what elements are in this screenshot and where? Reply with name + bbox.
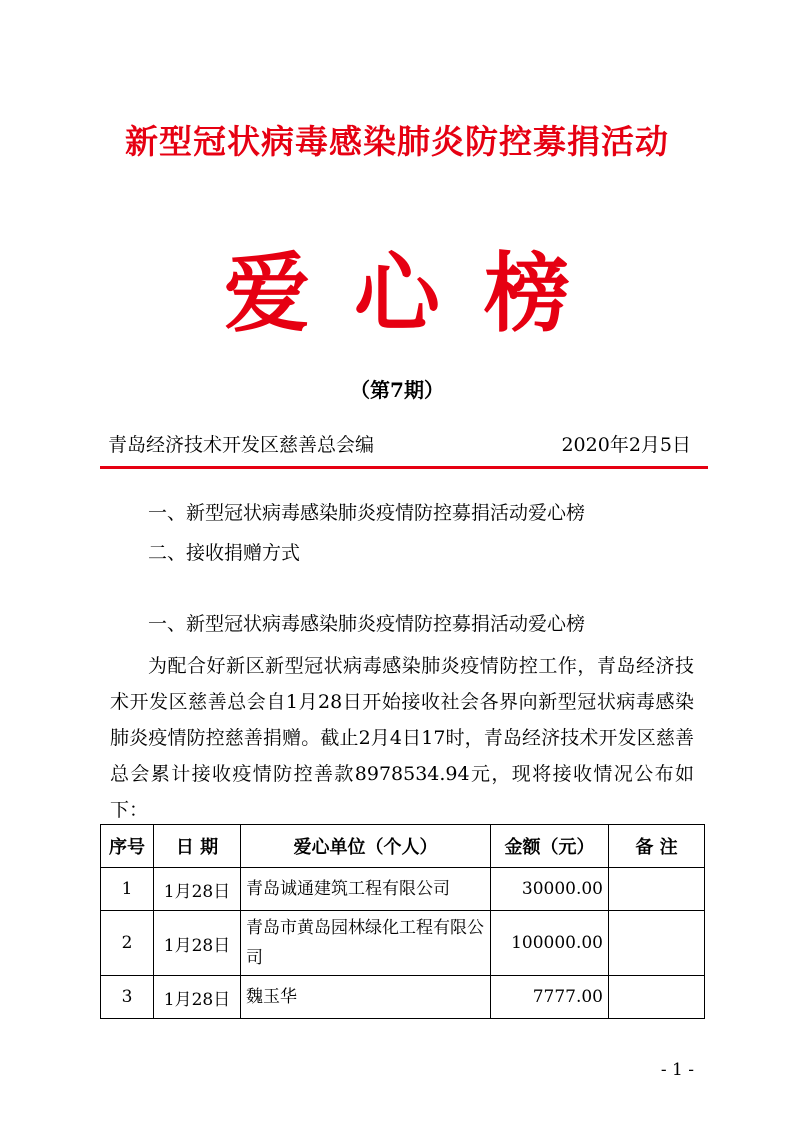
row-donor: 青岛市黄岛园林绿化工程有限公司 [241,911,491,976]
row-no: 3 [101,976,154,1019]
row-amount: 7777.00 [491,976,609,1019]
row-note [609,976,705,1019]
table-row [101,868,705,911]
row-no: 2 [101,911,154,976]
row-note [609,911,705,976]
section-heading: 一、新型冠状病毒感染肺炎疫情防控募捐活动爱心榜 [148,613,586,635]
toc-item-2: 二、接收捐赠方式 [148,542,301,564]
table-header-row [101,825,705,868]
publish-date: 2020年2月5日 [561,434,691,456]
row-amount: 100000.00 [491,911,609,976]
row-no: 1 [101,868,154,911]
header-donor: 爱心单位（个人） [241,825,491,868]
table-row [101,976,705,1019]
issue-number: （第7期） [350,378,444,402]
header-divider [100,466,708,469]
intro-paragraph: 为配合好新区新型冠状病毒感染肺炎疫情防控工作，青岛经济技术开发区慈善总会自1月28日开始接收社会各界向新型冠状病毒感染肺炎疫情防控慈善捐赠。截止2月4日17时，青岛经济技术开发区慈善总会累计接收疫情防控善款8978534.94元，现将接收情况公布如下： [110,655,694,821]
row-note [609,868,705,911]
row-date: 1月28日 [154,868,241,911]
row-amount: 30000.00 [491,868,609,911]
table-row [101,911,705,976]
publisher: 青岛经济技术开发区慈善总会编 [108,434,375,456]
row-donor: 青岛诚通建筑工程有限公司 [241,868,491,911]
page-number: - 1 - [660,1060,694,1080]
donation-table [100,824,705,1019]
header-date: 日 期 [154,825,241,868]
header-note: 备 注 [609,825,705,868]
toc-item-1: 一、新型冠状病毒感染肺炎疫情防控募捐活动爱心榜 [148,502,586,524]
big-title: 爱心榜 [224,243,614,344]
header-amount: 金额（元） [491,825,609,868]
row-date: 1月28日 [154,911,241,976]
document-title: 新型冠状病毒感染肺炎防控募捐活动 [125,122,669,161]
row-date: 1月28日 [154,976,241,1019]
header-no: 序号 [101,825,154,868]
row-donor: 魏玉华 [241,976,491,1019]
